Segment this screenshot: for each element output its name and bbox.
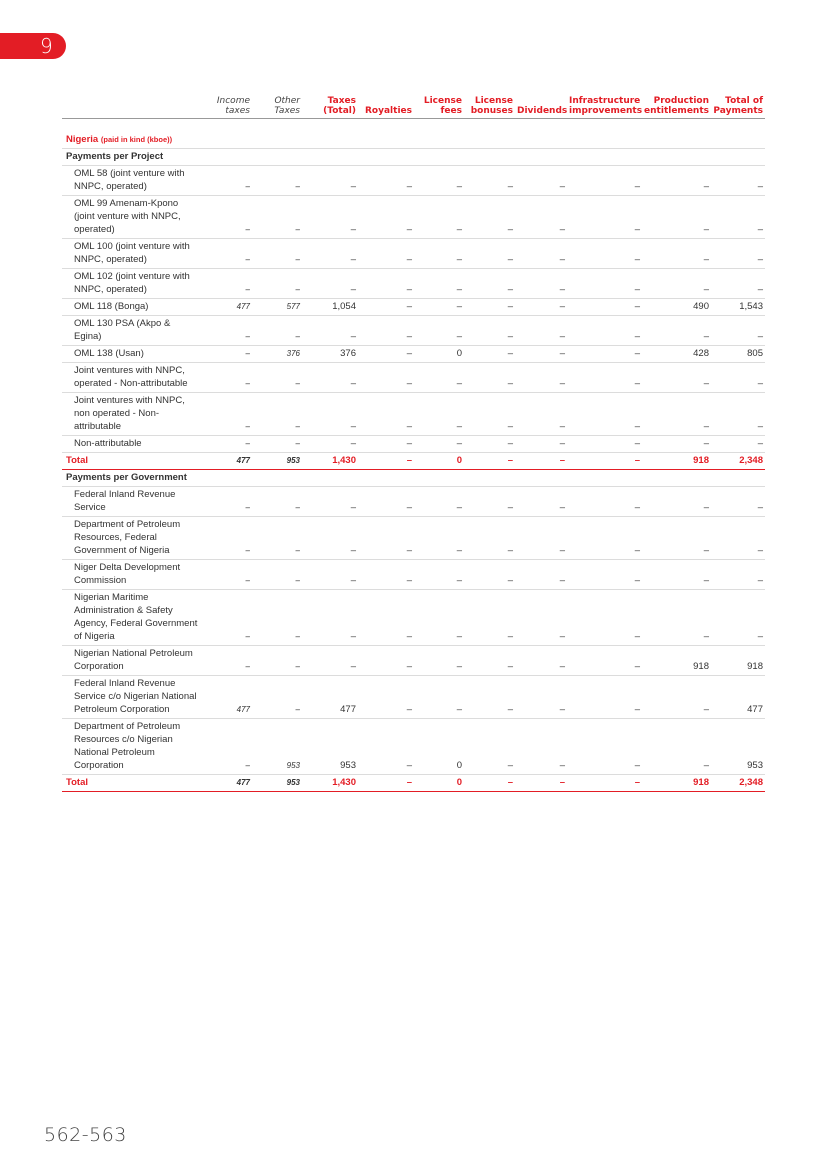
value-cell: – xyxy=(414,393,464,436)
header-row xyxy=(62,96,765,119)
table-row xyxy=(62,363,765,393)
value-cell: – xyxy=(642,676,711,719)
row-label: Joint ventures with NNPC, non operated - Non-attributable xyxy=(62,393,201,436)
value-cell: – xyxy=(567,316,642,346)
value-cell: – xyxy=(201,719,252,775)
value-cell: – xyxy=(567,166,642,196)
column-header-line1 xyxy=(517,96,565,106)
value-cell: – xyxy=(567,346,642,363)
value-cell: – xyxy=(358,453,414,470)
value-cell: – xyxy=(515,299,567,316)
value-cell: – xyxy=(711,590,765,646)
column-header-line1: Production xyxy=(653,96,709,106)
value-cell: 953 xyxy=(252,775,302,792)
value-cell: – xyxy=(711,487,765,517)
column-header xyxy=(358,96,414,119)
total-row xyxy=(62,453,765,470)
value-cell: – xyxy=(358,269,414,299)
value-cell: 953 xyxy=(302,719,358,775)
section-header-row xyxy=(62,470,765,487)
value-cell: – xyxy=(201,487,252,517)
row-label: Federal Inland Revenue Service c/o Nigerian National Petroleum Corporation xyxy=(62,676,201,719)
value-cell: – xyxy=(567,775,642,792)
value-cell: – xyxy=(711,316,765,346)
value-cell: – xyxy=(567,239,642,269)
value-cell: – xyxy=(464,393,515,436)
value-cell: – xyxy=(252,590,302,646)
value-cell: – xyxy=(464,316,515,346)
value-cell: – xyxy=(252,436,302,453)
table-row xyxy=(62,196,765,239)
value-cell: – xyxy=(515,676,567,719)
value-cell: – xyxy=(358,393,414,436)
column-header-line1: Other xyxy=(274,96,300,106)
table-body xyxy=(62,119,765,792)
value-cell: – xyxy=(711,393,765,436)
value-cell: – xyxy=(201,393,252,436)
value-cell: – xyxy=(711,560,765,590)
value-cell: – xyxy=(252,316,302,346)
value-cell: – xyxy=(201,560,252,590)
value-cell: – xyxy=(515,269,567,299)
value-cell: 0 xyxy=(414,775,464,792)
value-cell: – xyxy=(358,487,414,517)
value-cell: – xyxy=(414,239,464,269)
value-cell: 918 xyxy=(642,453,711,470)
value-cell: 477 xyxy=(201,676,252,719)
column-header-line2: (Total) xyxy=(323,106,356,116)
column-header xyxy=(567,96,642,119)
table-row xyxy=(62,646,765,676)
table-row xyxy=(62,299,765,316)
column-header xyxy=(414,96,464,119)
value-cell: – xyxy=(515,646,567,676)
country-cell xyxy=(62,119,765,149)
value-cell: – xyxy=(414,560,464,590)
column-header-line1: Taxes xyxy=(327,96,356,106)
value-cell: – xyxy=(464,453,515,470)
column-header-line2: fees xyxy=(440,106,462,116)
value-cell: – xyxy=(252,363,302,393)
value-cell: 477 xyxy=(302,676,358,719)
value-cell: – xyxy=(567,676,642,719)
table-row xyxy=(62,269,765,299)
value-cell: 918 xyxy=(711,646,765,676)
value-cell: 953 xyxy=(711,719,765,775)
value-cell: – xyxy=(302,239,358,269)
row-label: Nigerian National Petroleum Corporation xyxy=(62,646,201,676)
value-cell: – xyxy=(567,196,642,239)
value-cell: – xyxy=(515,239,567,269)
value-cell: – xyxy=(252,487,302,517)
value-cell: 428 xyxy=(642,346,711,363)
value-cell: – xyxy=(464,196,515,239)
value-cell: – xyxy=(464,346,515,363)
value-cell: 477 xyxy=(711,676,765,719)
value-cell: – xyxy=(302,517,358,560)
value-cell: 477 xyxy=(201,453,252,470)
value-cell: – xyxy=(414,299,464,316)
section-title: Payments per Project xyxy=(62,149,765,166)
column-header-line1: License xyxy=(474,96,513,106)
value-cell: – xyxy=(358,196,414,239)
column-header-line2: Dividends xyxy=(517,106,568,116)
value-cell: – xyxy=(414,487,464,517)
value-cell: – xyxy=(358,346,414,363)
value-cell: 2,348 xyxy=(711,453,765,470)
value-cell: – xyxy=(711,363,765,393)
value-cell: – xyxy=(414,676,464,719)
value-cell: – xyxy=(642,560,711,590)
value-cell: – xyxy=(201,646,252,676)
row-label: OML 138 (Usan) xyxy=(62,346,201,363)
value-cell: – xyxy=(515,436,567,453)
value-cell: 376 xyxy=(302,346,358,363)
value-cell: – xyxy=(358,775,414,792)
value-cell: – xyxy=(358,676,414,719)
value-cell: – xyxy=(464,775,515,792)
column-header-line2: entitlements xyxy=(644,106,709,116)
value-cell: – xyxy=(252,646,302,676)
row-label: Total xyxy=(62,453,201,470)
row-label: Federal Inland Revenue Service xyxy=(62,487,201,517)
row-label: OML 58 (joint venture with NNPC, operated) xyxy=(62,166,201,196)
value-cell: 477 xyxy=(201,775,252,792)
table-row xyxy=(62,719,765,775)
value-cell: – xyxy=(302,316,358,346)
column-header xyxy=(302,96,358,119)
value-cell: – xyxy=(414,196,464,239)
page-numbers: 562-563 xyxy=(44,1124,127,1146)
value-cell: – xyxy=(464,560,515,590)
value-cell: – xyxy=(711,436,765,453)
value-cell: – xyxy=(302,436,358,453)
value-cell: – xyxy=(567,436,642,453)
value-cell: – xyxy=(414,363,464,393)
value-cell: – xyxy=(515,196,567,239)
column-header-line2: Royalties xyxy=(365,106,412,116)
value-cell: – xyxy=(567,453,642,470)
value-cell: – xyxy=(302,196,358,239)
value-cell: – xyxy=(464,299,515,316)
column-header-line2: bonuses xyxy=(470,106,513,116)
column-header xyxy=(252,96,302,119)
value-cell: – xyxy=(302,363,358,393)
table-row xyxy=(62,239,765,269)
payments-table xyxy=(62,96,765,792)
value-cell: – xyxy=(515,775,567,792)
value-cell: – xyxy=(567,517,642,560)
value-cell: – xyxy=(711,517,765,560)
table-row xyxy=(62,393,765,436)
value-cell: – xyxy=(252,517,302,560)
column-header-line1: Infrastructure xyxy=(569,96,641,106)
value-cell: – xyxy=(464,590,515,646)
value-cell: – xyxy=(252,393,302,436)
value-cell: – xyxy=(464,487,515,517)
value-cell: – xyxy=(201,346,252,363)
value-cell: 1,430 xyxy=(302,775,358,792)
value-cell: – xyxy=(358,239,414,269)
value-cell: – xyxy=(201,166,252,196)
value-cell: – xyxy=(515,590,567,646)
column-header xyxy=(464,96,515,119)
table-row xyxy=(62,166,765,196)
column-header-line2: Taxes xyxy=(274,106,300,116)
value-cell: – xyxy=(515,166,567,196)
value-cell: – xyxy=(515,316,567,346)
value-cell: – xyxy=(711,166,765,196)
value-cell: – xyxy=(515,393,567,436)
column-header-line1: Income xyxy=(216,96,250,106)
country-row xyxy=(62,119,765,149)
value-cell: – xyxy=(414,269,464,299)
value-cell: 953 xyxy=(252,719,302,775)
value-cell: – xyxy=(302,166,358,196)
column-header xyxy=(642,96,711,119)
table-row xyxy=(62,436,765,453)
row-label: OML 99 Amenam-Kpono (joint venture with NNPC, operated) xyxy=(62,196,201,239)
value-cell: – xyxy=(302,393,358,436)
value-cell: – xyxy=(567,487,642,517)
value-cell: – xyxy=(567,719,642,775)
value-cell: – xyxy=(515,719,567,775)
value-cell: 0 xyxy=(414,453,464,470)
value-cell: – xyxy=(464,719,515,775)
value-cell: – xyxy=(567,646,642,676)
chapter-number: 9 xyxy=(40,34,53,58)
value-cell: – xyxy=(642,487,711,517)
value-cell: – xyxy=(515,487,567,517)
table-row xyxy=(62,487,765,517)
value-cell: – xyxy=(358,560,414,590)
total-row xyxy=(62,775,765,792)
row-label: Nigerian Maritime Administration & Safety Agency, Federal Government of Nigeria xyxy=(62,590,201,646)
value-cell: – xyxy=(642,517,711,560)
value-cell: 1,430 xyxy=(302,453,358,470)
country-name: Nigeria xyxy=(66,134,99,145)
value-cell: – xyxy=(414,590,464,646)
table-row xyxy=(62,560,765,590)
value-cell: 0 xyxy=(414,719,464,775)
value-cell: – xyxy=(358,590,414,646)
value-cell: – xyxy=(642,269,711,299)
row-label: OML 102 (joint venture with NNPC, operated) xyxy=(62,269,201,299)
column-header-line1 xyxy=(360,96,412,106)
row-label: Non-attributable xyxy=(62,436,201,453)
row-label: Niger Delta Development Commission xyxy=(62,560,201,590)
value-cell: – xyxy=(515,346,567,363)
value-cell: 918 xyxy=(642,646,711,676)
value-cell: – xyxy=(302,590,358,646)
value-cell: – xyxy=(642,196,711,239)
value-cell: – xyxy=(302,560,358,590)
value-cell: – xyxy=(567,393,642,436)
value-cell: – xyxy=(201,239,252,269)
value-cell: 2,348 xyxy=(711,775,765,792)
value-cell: – xyxy=(358,436,414,453)
column-header-line1: Total of xyxy=(725,96,763,106)
row-label: OML 118 (Bonga) xyxy=(62,299,201,316)
value-cell: – xyxy=(567,560,642,590)
value-cell: – xyxy=(464,517,515,560)
table-row xyxy=(62,590,765,646)
value-cell: – xyxy=(515,517,567,560)
value-cell: – xyxy=(515,560,567,590)
value-cell: – xyxy=(464,646,515,676)
chapter-tab xyxy=(0,33,66,59)
value-cell: – xyxy=(414,316,464,346)
value-cell: – xyxy=(711,239,765,269)
value-cell: – xyxy=(464,676,515,719)
value-cell: 805 xyxy=(711,346,765,363)
column-header-line2: improvements xyxy=(569,106,643,116)
value-cell: 577 xyxy=(252,299,302,316)
value-cell: – xyxy=(252,196,302,239)
value-cell: – xyxy=(358,719,414,775)
value-cell: – xyxy=(642,316,711,346)
table-row xyxy=(62,346,765,363)
value-cell: – xyxy=(252,239,302,269)
row-label: OML 100 (joint venture with NNPC, operated) xyxy=(62,239,201,269)
country-unit: (paid in kind (kboe)) xyxy=(100,135,173,144)
value-cell: – xyxy=(567,590,642,646)
column-header-line2: Payments xyxy=(713,106,763,116)
value-cell: 0 xyxy=(414,346,464,363)
value-cell: 477 xyxy=(201,299,252,316)
value-cell: 1,543 xyxy=(711,299,765,316)
value-cell: – xyxy=(711,269,765,299)
value-cell: – xyxy=(358,166,414,196)
value-cell: – xyxy=(302,269,358,299)
value-cell: – xyxy=(464,239,515,269)
value-cell: – xyxy=(201,269,252,299)
value-cell: – xyxy=(567,363,642,393)
value-cell: – xyxy=(464,269,515,299)
section-title: Payments per Government xyxy=(62,470,765,487)
row-label: Total xyxy=(62,775,201,792)
value-cell: – xyxy=(201,517,252,560)
row-label: Department of Petroleum Resources, Federal Government of Nigeria xyxy=(62,517,201,560)
value-cell: – xyxy=(464,166,515,196)
column-header xyxy=(711,96,765,119)
column-header-line1: License xyxy=(423,96,462,106)
value-cell: – xyxy=(358,363,414,393)
value-cell: – xyxy=(201,590,252,646)
value-cell: – xyxy=(201,436,252,453)
value-cell: – xyxy=(302,646,358,676)
column-header-line2: taxes xyxy=(225,106,250,116)
section-header-row xyxy=(62,149,765,166)
value-cell: 953 xyxy=(252,453,302,470)
value-cell: – xyxy=(358,517,414,560)
value-cell: – xyxy=(567,299,642,316)
value-cell: – xyxy=(252,269,302,299)
column-header xyxy=(201,96,252,119)
value-cell: – xyxy=(414,646,464,676)
value-cell: – xyxy=(358,646,414,676)
value-cell: 490 xyxy=(642,299,711,316)
value-cell: – xyxy=(358,316,414,346)
value-cell: – xyxy=(252,676,302,719)
value-cell: – xyxy=(464,436,515,453)
value-cell: – xyxy=(414,517,464,560)
value-cell: – xyxy=(642,239,711,269)
value-cell: 1,054 xyxy=(302,299,358,316)
value-cell: – xyxy=(414,166,464,196)
value-cell: 376 xyxy=(252,346,302,363)
table-row xyxy=(62,517,765,560)
row-label: Department of Petroleum Resources c/o Nigerian National Petroleum Corporation xyxy=(62,719,201,775)
value-cell: – xyxy=(642,719,711,775)
value-cell: – xyxy=(642,393,711,436)
row-label: Joint ventures with NNPC, operated - Non-attributable xyxy=(62,363,201,393)
value-cell: – xyxy=(302,487,358,517)
table-row xyxy=(62,316,765,346)
value-cell: – xyxy=(414,436,464,453)
value-cell: – xyxy=(515,453,567,470)
column-header xyxy=(515,96,567,119)
value-cell: – xyxy=(642,166,711,196)
value-cell: – xyxy=(201,196,252,239)
value-cell: – xyxy=(201,363,252,393)
value-cell: – xyxy=(358,299,414,316)
value-cell: – xyxy=(201,316,252,346)
table-row xyxy=(62,676,765,719)
value-cell: – xyxy=(642,436,711,453)
header-label-cell xyxy=(62,96,201,119)
value-cell: – xyxy=(567,269,642,299)
value-cell: 918 xyxy=(642,775,711,792)
value-cell: – xyxy=(642,363,711,393)
value-cell: – xyxy=(642,590,711,646)
value-cell: – xyxy=(711,196,765,239)
value-cell: – xyxy=(252,166,302,196)
value-cell: – xyxy=(515,363,567,393)
row-label: OML 130 PSA (Akpo & Egina) xyxy=(62,316,201,346)
value-cell: – xyxy=(252,560,302,590)
value-cell: – xyxy=(464,363,515,393)
